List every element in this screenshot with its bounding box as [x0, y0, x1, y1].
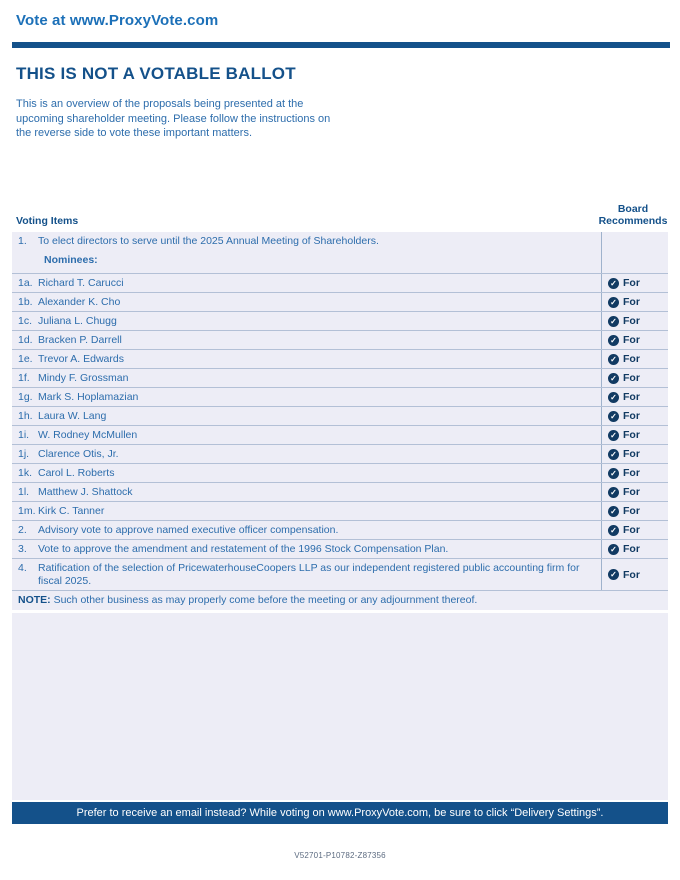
check-icon: ✓	[608, 430, 619, 441]
notice-line: upcoming shareholder meeting. Please follow the instructions on	[16, 112, 331, 125]
recommend-cell	[601, 483, 668, 501]
item-cell	[12, 350, 601, 368]
table-row	[12, 232, 668, 273]
item-cell	[12, 426, 601, 444]
item-text: Richard T. Carucci	[38, 277, 124, 289]
recommend-for-label: For	[623, 334, 640, 346]
item-text: Juliana L. Chugg	[38, 315, 117, 327]
header-divider-rule	[12, 42, 670, 48]
recommend-for-label: For	[623, 410, 640, 422]
check-icon: ✓	[608, 487, 619, 498]
item-cell	[12, 559, 601, 590]
check-icon: ✓	[608, 449, 619, 460]
notice-line: the reverse side to vote these important matters.	[16, 127, 253, 139]
table-row	[12, 501, 668, 520]
recommend-for-label: For	[623, 486, 640, 498]
recommend-for-label: For	[623, 353, 640, 365]
check-icon: ✓	[608, 468, 619, 479]
table-row	[12, 425, 668, 444]
item-cell	[12, 483, 601, 501]
check-icon: ✓	[608, 316, 619, 327]
check-icon: ✓	[608, 297, 619, 308]
recommend-for-label: For	[623, 524, 640, 536]
item-text: Carol L. Roberts	[38, 467, 115, 479]
item-cell	[12, 464, 601, 482]
item-text: Trevor A. Edwards	[38, 353, 124, 365]
table-row	[12, 330, 668, 349]
notice-line: This is an overview of the proposals being presented at the	[16, 98, 304, 110]
check-icon: ✓	[608, 392, 619, 403]
board-recommends-line: Board	[617, 203, 649, 215]
recommend-for-label: For	[623, 429, 640, 441]
item-text: To elect directors to serve until the 2025 Annual Meeting of Shareholders.	[38, 235, 379, 247]
item-text: W. Rodney McMullen	[38, 429, 138, 441]
item-text: Laura W. Lang	[38, 410, 107, 422]
recommend-cell	[601, 445, 668, 463]
recommend-cell	[601, 464, 668, 482]
check-icon: ✓	[608, 506, 619, 517]
recommend-cell	[601, 521, 668, 539]
site-url-label: Vote at www.ProxyVote.com	[16, 12, 219, 29]
recommend-for-label: For	[623, 543, 640, 555]
note-text: Such other business as may properly come before the meeting or any adjournment thereof.	[50, 594, 478, 606]
table-row	[12, 311, 668, 330]
item-number: 1a.	[18, 277, 33, 289]
board-recommends-line: Recommends	[598, 214, 668, 227]
item-number: 1i.	[18, 429, 30, 441]
table-row	[12, 292, 668, 311]
table-row	[12, 273, 668, 292]
recommend-for-label: For	[623, 568, 640, 581]
voting-table-rows	[12, 232, 668, 590]
check-icon: ✓	[608, 335, 619, 346]
recommend-for-label: For	[623, 277, 640, 289]
item-number: 1c.	[18, 315, 33, 327]
recommend-cell	[601, 502, 668, 520]
item-cell	[12, 521, 601, 539]
item-cell	[12, 232, 601, 273]
item-number: 1j.	[18, 448, 30, 460]
table-row	[12, 387, 668, 406]
item-number: 1k.	[18, 467, 33, 479]
recommend-cell	[601, 369, 668, 387]
item-cell	[12, 331, 601, 349]
item-cell	[12, 369, 601, 387]
check-icon: ✓	[608, 569, 619, 580]
item-number: 1b.	[18, 296, 33, 308]
recommend-for-label: For	[623, 448, 640, 460]
nominees-label: Nominees:	[44, 254, 98, 266]
recommend-cell	[601, 540, 668, 558]
table-row	[12, 463, 668, 482]
check-icon: ✓	[608, 278, 619, 289]
recommend-cell	[601, 312, 668, 330]
item-cell	[12, 274, 601, 292]
table-row	[12, 520, 668, 539]
item-number: 3.	[18, 543, 27, 555]
table-row	[12, 482, 668, 501]
item-cell	[12, 293, 601, 311]
notice-paragraph	[16, 97, 376, 141]
item-text: Bracken P. Darrell	[38, 334, 122, 346]
recommend-cell	[601, 407, 668, 425]
check-icon: ✓	[608, 544, 619, 555]
item-number: 1.	[18, 235, 27, 247]
item-number: 1f.	[18, 372, 30, 384]
recommend-for-label: For	[623, 467, 640, 479]
item-text: Matthew J. Shattock	[38, 486, 133, 498]
recommend-cell	[601, 232, 668, 273]
item-number: 2.	[18, 524, 27, 536]
recommend-cell	[601, 350, 668, 368]
item-number: 1l.	[18, 486, 30, 498]
item-cell	[12, 312, 601, 330]
item-cell	[12, 388, 601, 406]
item-text: Mark S. Hoplamazian	[38, 391, 139, 403]
recommend-cell	[601, 274, 668, 292]
voting-items-table	[12, 232, 668, 800]
email-delivery-banner: Prefer to receive an email instead? While voting on www.ProxyVote.com, be sure to click “Delivery Settings”.	[12, 802, 668, 824]
recommend-for-label: For	[623, 315, 640, 327]
empty-shaded-block	[12, 613, 668, 800]
item-cell	[12, 445, 601, 463]
item-text: Ratification of the selection of PricewaterhouseCoopers LLP as our independent registered public accounting firm for fiscal 2025.	[38, 562, 580, 587]
table-row	[12, 558, 668, 590]
recommend-cell	[601, 293, 668, 311]
recommend-for-label: For	[623, 391, 640, 403]
table-row	[12, 368, 668, 387]
table-row	[12, 539, 668, 558]
recommend-for-label: For	[623, 372, 640, 384]
table-row	[12, 349, 668, 368]
item-text: Kirk C. Tanner	[38, 505, 105, 517]
table-row	[12, 406, 668, 425]
item-number: 1m.	[18, 505, 36, 517]
item-number: 1h.	[18, 410, 33, 422]
not-votable-title: THIS IS NOT A VOTABLE BALLOT	[16, 64, 296, 83]
note-label: NOTE:	[18, 594, 51, 606]
recommend-cell	[601, 388, 668, 406]
board-recommends-header	[598, 204, 668, 227]
note-row	[12, 590, 668, 610]
voting-items-header: Voting Items	[16, 215, 79, 227]
item-text: Mindy F. Grossman	[38, 372, 129, 384]
item-text: Alexander K. Cho	[38, 296, 121, 308]
item-number: 1e.	[18, 353, 33, 365]
check-icon: ✓	[608, 354, 619, 365]
recommend-cell	[601, 559, 668, 590]
item-cell	[12, 540, 601, 558]
item-text: Clarence Otis, Jr.	[38, 448, 119, 460]
recommend-cell	[601, 331, 668, 349]
item-cell	[12, 407, 601, 425]
item-number: 1g.	[18, 391, 33, 403]
item-text: Advisory vote to approve named executive officer compensation.	[38, 524, 339, 536]
check-icon: ✓	[608, 411, 619, 422]
item-number: 1d.	[18, 334, 33, 346]
document-control-code: V52701-P10782-Z87356	[294, 851, 386, 860]
recommend-cell	[601, 426, 668, 444]
item-cell	[12, 502, 601, 520]
check-icon: ✓	[608, 373, 619, 384]
check-icon: ✓	[608, 525, 619, 536]
recommend-for-label: For	[623, 296, 640, 308]
table-row	[12, 444, 668, 463]
item-text: Vote to approve the amendment and restatement of the 1996 Stock Compensation Plan.	[38, 543, 449, 555]
item-number: 4.	[18, 562, 27, 574]
recommend-for-label: For	[623, 505, 640, 517]
